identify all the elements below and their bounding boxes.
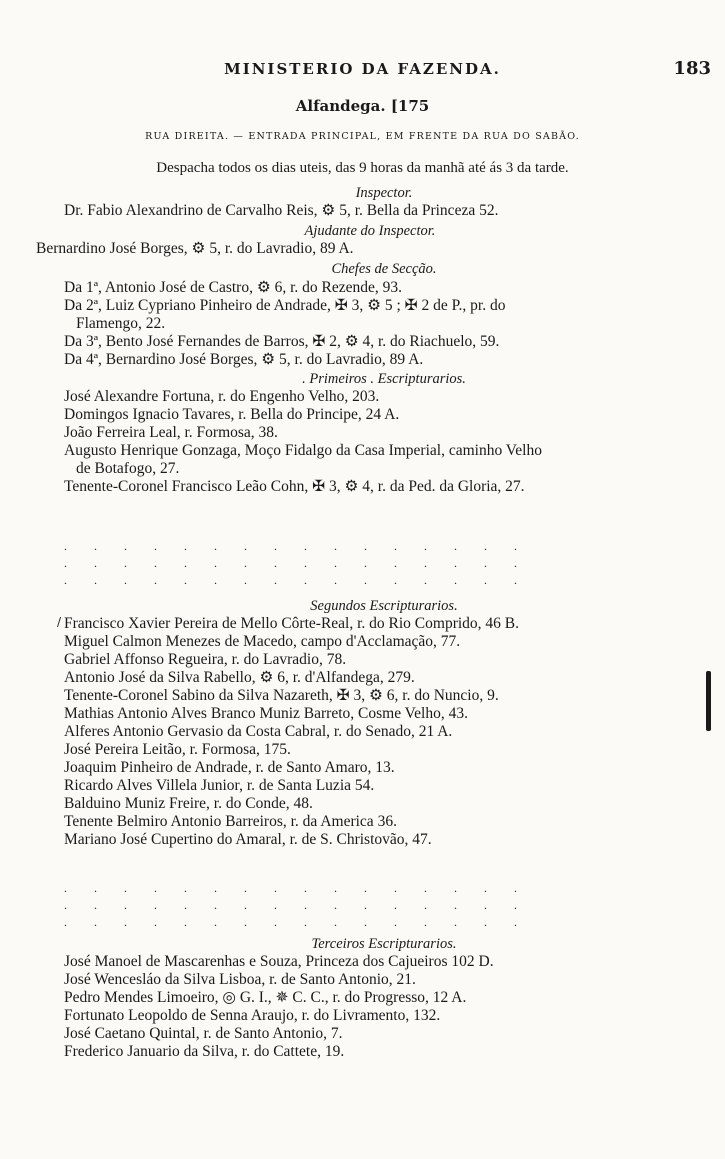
- ellipsis-row: . . . . . . . . . . . . . . . .: [64, 881, 529, 895]
- primeiros-entry: João Ferreira Leal, r. Formosa, 38.: [64, 424, 278, 441]
- terceiros-entry: Fortunato Leopoldo de Senna Araujo, r. do Livramento, 132.: [64, 1007, 441, 1024]
- segundos-entry: Mathias Antonio Alves Branco Muniz Barreto, Cosme Velho, 43.: [64, 705, 468, 722]
- primeiros-block: [64, 370, 704, 496]
- page-number: 183: [673, 58, 711, 79]
- chefes-entry: Da 2ª, Luiz Cypriano Pinheiro de Andrade, ✠ 3, ⚙ 5 ; ✠ 2 de P., pr. do: [64, 297, 506, 314]
- margin-bracket: [706, 671, 711, 731]
- segundos-entry: Francisco Xavier Pereira de Mello Côrte-Real, r. do Rio Comprido, 46 B.: [64, 615, 520, 632]
- segundos-entry: Tenente Belmiro Antonio Barreiros, r. da America 36.: [64, 813, 397, 830]
- ellipsis-row: . . . . . . . . . . . . . . . .: [64, 915, 529, 929]
- ajudante-block: [36, 222, 676, 258]
- ellipsis-row: . . . . . . . . . . . . . . . .: [64, 556, 529, 570]
- section-title: Alfandega. [175: [295, 97, 430, 115]
- chefes-block: [64, 260, 704, 278]
- primeiros-entry: Domingos Ignacio Tavares, r. Bella do Principe, 24 A.: [64, 406, 400, 423]
- ellipsis-row: . . . . . . . . . . . . . . . .: [64, 539, 529, 553]
- segundos-entry: Antonio José da Silva Rabello, ⚙ 6, r. d'Alfandega, 279.: [64, 669, 415, 686]
- terceiros-entry: Pedro Mendes Limoeiro, ◎ G. I., ✵ C. C., r. do Progresso, 12 A.: [64, 989, 467, 1006]
- inspector-block: [64, 184, 704, 220]
- chefes-entry: Da 1ª, Antonio José de Castro, ⚙ 6, r. do Rezende, 93.: [64, 279, 403, 296]
- primeiros-entry: José Alexandre Fortuna, r. do Engenho Velho, 203.: [64, 388, 380, 405]
- ellipsis-rows: [64, 538, 704, 589]
- ellipsis-row: . . . . . . . . . . . . . . . .: [64, 898, 529, 912]
- inspector-heading: Inspector.: [355, 185, 413, 201]
- segundos-entry: Ricardo Alves Villela Junior, r. de Santa Luzia 54.: [64, 777, 375, 794]
- segundos-entry: Mariano José Cupertino do Amaral, r. de S. Christovão, 47.: [64, 831, 432, 848]
- segundos-entry: Gabriel Affonso Regueira, r. do Lavradio, 78.: [64, 651, 347, 668]
- primeiros-entry-continued: de Botafogo, 27.: [76, 460, 180, 477]
- segundos-block: [64, 597, 704, 849]
- chefes-heading: Chefes de Secção.: [331, 261, 437, 277]
- terceiros-entry: José Manoel de Mascarenhas e Souza, Princeza dos Cajueiros 102 D.: [64, 953, 494, 970]
- ellipsis-row: . . . . . . . . . . . . . . . .: [64, 573, 529, 587]
- ajudante-entry: Bernardino José Borges, ⚙ 5, r. do Lavradio, 89 A.: [36, 240, 354, 257]
- segundos-entry: José Pereira Leitão, r. Formosa, 175.: [64, 741, 291, 758]
- margin-mark: /: [57, 615, 62, 629]
- segundos-entry: Tenente-Coronel Sabino da Silva Nazareth, ✠ 3, ⚙ 6, r. do Nuncio, 9.: [64, 687, 499, 704]
- section-hours: Despacha todos os dias uteis, das 9 horas da manhã até ás 3 da tarde.: [156, 160, 569, 176]
- segundos-entry: Balduino Muniz Freire, r. do Conde, 48.: [64, 795, 313, 812]
- chefes-entries: [64, 279, 704, 369]
- terceiros-entry: José Caetano Quintal, r. de Santo Antonio, 7.: [64, 1025, 343, 1042]
- segundos-entry: Alferes Antonio Gervasio da Costa Cabral, r. do Senado, 21 A.: [64, 723, 453, 740]
- terceiros-entry: Frederico Januario da Silva, r. do Cattete, 19.: [64, 1043, 345, 1060]
- ellipsis-rows: [64, 880, 704, 931]
- terceiros-block: [64, 935, 704, 1061]
- chefes-entry-continued: Flamengo, 22.: [76, 315, 166, 332]
- segundos-heading: Segundos Escripturarios.: [310, 598, 458, 614]
- chefes-entry: Da 3ª, Bento José Fernandes de Barros, ✠ 2, ⚙ 4, r. do Riachuelo, 59.: [64, 333, 500, 350]
- primeiros-heading: . Primeiros . Escripturarios.: [302, 371, 466, 387]
- primeiros-entry: Augusto Henrique Gonzaga, Moço Fidalgo da Casa Imperial, caminho Velho: [64, 442, 542, 459]
- running-header: MINISTERIO DA FAZENDA.: [224, 60, 501, 78]
- inspector-entry: Dr. Fabio Alexandrino de Carvalho Reis, ⚙ 5, r. Bella da Princeza 52.: [64, 202, 499, 219]
- terceiros-entry: José Wencesláo da Silva Lisboa, r. de Santo Antonio, 21.: [64, 971, 416, 988]
- segundos-entry: Joaquim Pinheiro de Andrade, r. de Santo Amaro, 13.: [64, 759, 395, 776]
- section-address: RUA DIREITA. — ENTRADA PRINCIPAL, EM FRENTE DA RUA DO SABÃO.: [145, 131, 580, 142]
- primeiros-entry: Tenente-Coronel Francisco Leão Cohn, ✠ 3, ⚙ 4, r. da Ped. da Gloria, 27.: [64, 478, 525, 495]
- ajudante-heading: Ajudante do Inspector.: [304, 223, 436, 239]
- chefes-entry: Da 4ª, Bernardino José Borges, ⚙ 5, r. do Lavradio, 89 A.: [64, 351, 424, 368]
- terceiros-heading: Terceiros Escripturarios.: [311, 936, 457, 952]
- segundos-entry: Miguel Calmon Menezes de Macedo, campo d'Acclamação, 77.: [64, 633, 461, 650]
